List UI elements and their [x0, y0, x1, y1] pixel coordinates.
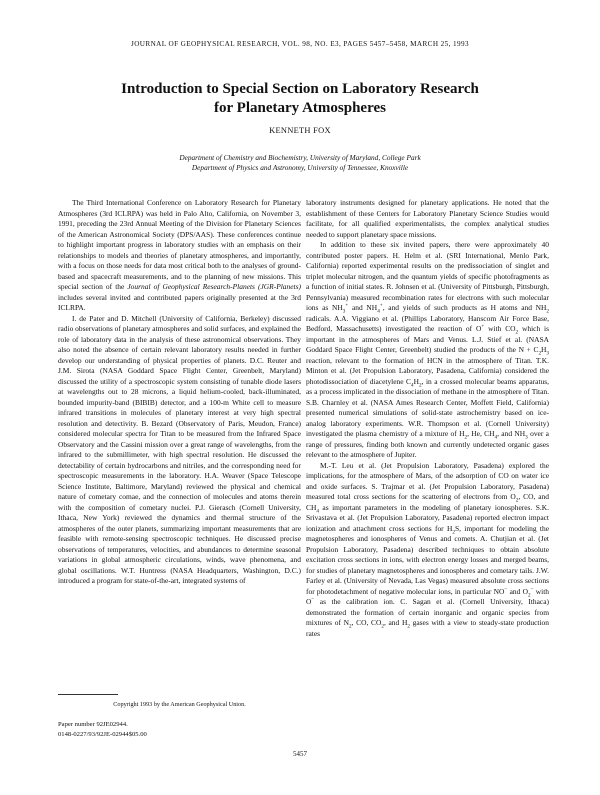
superscript: +: [481, 323, 485, 330]
paragraph-text: , He, CH: [467, 429, 495, 438]
subscript: 2: [381, 623, 384, 630]
paragraph-text: with CO: [484, 324, 516, 333]
subscript: 2: [452, 528, 455, 535]
copyright-notice: Copyright 1993 by the American Geophysical Union.: [113, 701, 246, 708]
paragraph-text: , CO, and CH: [306, 492, 549, 512]
page-number: 5457: [293, 750, 307, 758]
paragraph-text: M.-T. Leu et al. (Jet Propulsion Laboratory, Pasadena) explored the implications, for the atmosphere of Mars, of the adsorption of CO on water ice and oxide surfaces. S. Trajmar et al. (Jet Propulsion Laboratory, Pasadena) measured total cross sections for the scattering of electrons from O: [306, 460, 549, 501]
paragraph-text: as important parameters in the modeling of planetary ionospheres. S.K. Srivastava et al. (Jet Propulsion Laboratory, Pasadena) reported electron impact ionization and attachment cross sections for H: [306, 502, 549, 533]
paragraph-text: S, important for modeling the magnetospheres and ionospheres of Venus and comets. A. Chutjian et al. (Jet Propulsion Laboratory, Pasadena) described techniques to obtain absolute excitation cross sections in ions, with electron energy losses and merged beams, for studies of planetary magnetospheres and ionospheres and cometary tails. J.W. Farley et al. (University of Nevada, Las Vegas) measured absolute cross sections for photodetachment of negative molecular ions, in particular NO: [306, 523, 549, 596]
paragraph: [306, 240, 549, 461]
subscript: 2: [538, 350, 542, 357]
subscript: 4: [411, 381, 414, 388]
paragraph-text: reaction, relevant to the formation of HCN in the atmosphere of Titan. T.K. Minton et al. (Jet Propulsion Laboratory, Pasadena, California) considered the photodissociation of diacetylene C: [306, 355, 549, 386]
paragraph-text: radicals. A.A. Viggiano et al. (Phillips Laboratory, Hanscom Air Force Base, Bedford, Massachusetts) investigated the reaction of O: [306, 313, 549, 333]
paragraph: laboratory instruments designed for planetary applications. He noted that the establishment of these Centers for Laboratory Planetary Science Studies would facilitate, for all qualified experimentalists, the complex analytical studies needed to support planetary space missions.: [306, 198, 549, 239]
paragraph-text: In addition to these six invited papers, there were approximately 40 contributed poster papers. H. Helm et al. (SRI International, Menlo Park, California) reported experimental results on the predissociation of singlet and triplet molecular nitrogen, and the quantum yields of specific photofragments as a function of initial states. R. Johnsen et al. (University of Pittsburgh, Pittsburgh, Pennsylvania) measured recombination rates for electrons with such molecular ions as NH: [306, 240, 549, 312]
subscript: 2: [515, 497, 519, 504]
paragraph-text: , in a crossed molecular beams apparatus, as a process implicated in the dissociation of methane in the atmosphere of Titan. S.B. Charnley et al. (NASA Ames Research Center, Moffett Field, California) presented numerical simulations of solid-state astrochemistry based on ice-analog laboratory experiments. W.R. Thompson et al. (Cornell University) investigated the plasma chemistry of a mixture of H: [306, 376, 549, 438]
paragraph-text: , and H: [383, 618, 408, 627]
running-head: JOURNAL OF GEOPHYSICAL RESEARCH, VOL. 98, NO. E3, PAGES 5457–5458, MARCH 25, 1993: [131, 40, 469, 48]
author-name: KENNETH FOX: [269, 126, 331, 135]
paragraph: [58, 198, 301, 314]
superscript: +: [379, 302, 383, 309]
left-column: [58, 198, 301, 587]
paragraph-text: and O: [507, 586, 528, 596]
paragraph: I. de Pater and D. Mitchell (University of California, Berkeley) discussed radio observations of planetary atmospheres and solid surfaces, and explained the role of laboratory data in the analysis of these astronomical observations. They also noted the absence of certain relevant laboratory results needed in further develop our understanding of physical properties of planets. D.C. Reuter and J.M. Sirota (NASA Goddard Space Flight Center, Greenbelt, Maryland) discussed the utility of a spectroscopic system consisting of tunable diode lasers at wavelengths out to 28 microns, a liquid helium-cooled, back-illuminated, bounded impurity-band (BIBIB) detector, and a 100-m White cell to measure infrared transitions in molecules of planetary interest at very high spectral resolution and detectivity. B. Bezard (Observatory of Paris, Meudon, France) considered molecular spectra for Titan to be measured from the Infrared Space Observatory and the Cassini mission over a great range of wavelengths, from the infrared to the submillimeter, with high spectral resolution. He discussed the detectability of certain hydrocarbons and nitriles, and the corresponding need for spectroscopic measurements in the laboratory. H.A. Weaver (Space Telescope Science Institute, Baltimore, Maryland) reviewed the physical and chemical nature of cometary comae, and the connection of molecules and atoms therein with the composition of cometary nuclei. P.J. Gierasch (Cornell University, Ithaca, New York) reviewed the dynamics and thermal structure of the atmospheres of the outer planets, summarizing important measurements that are feasible with remote-sensing spectroscopic techniques. He discussed precise observations of temperatures, velocities, and abundances to determine seasonal variations in global atmospheric circulations, winds, wave phenomena, and global oscillations. W.T. Huntress (NASA Headquarters, Washington, D.C.) introduced a program for state-of-the-art, integrated systems of: [58, 313, 301, 585]
subscript: 2: [348, 623, 352, 630]
superscript: +: [345, 302, 349, 309]
superscript: −: [530, 586, 534, 593]
subscript: 2: [546, 308, 549, 315]
subscript: 2: [407, 623, 410, 630]
paragraph-text: , CO, CO: [351, 618, 382, 627]
right-column: [306, 198, 549, 639]
superscript: −: [311, 596, 315, 603]
subscript: 3: [525, 434, 528, 441]
paragraph-text: The Third International Conference on Laboratory Research for Planetary Atmospheres (3rd ICLRPA) was held in Palo Alto, California, on November 3, 1991, preceding the 23rd Annual Meeting of the Division for Planetary Sciences of the American Astronomical Society (DPS/AAS). These conferences continue to highlight important progress in laboratory studies with an emphasis on their relationships to models and theories of planetary atmospheres, and importantly, with a focus on those needs for data most critical both to the analyses of ground-based and spacecraft measurements, and to the planning of new missions. This special section of the: [58, 198, 301, 291]
subscript: 3: [342, 308, 346, 315]
paragraph-text: , and yields of such products as H atoms and NH: [382, 303, 547, 312]
paragraph-text: which is important in the atmospheres of Mars and Venus. L.J. Stief et al. (NASA Goddard Space Flight Center, Greenbelt) studied the products of the N + C: [306, 324, 549, 354]
subscript: 2: [419, 381, 422, 388]
paragraph-text: H: [541, 345, 547, 354]
paragraph: [306, 461, 549, 640]
paragraph-text: includes several invited and contributed papers originally presented at the 3rd ICLRPA.: [58, 292, 301, 312]
paragraph-text: and NH: [348, 303, 378, 312]
title-line-2: for Planetary Atmospheres: [214, 100, 386, 116]
footnote-divider: [58, 694, 118, 695]
paragraph-text: over a range of pressures, finding both known and currently undetected organic gases relevant to the atmosphere of Jupiter.: [306, 429, 549, 459]
paragraph-text: H: [413, 376, 419, 386]
affiliation-2: Department of Physics and Astronomy, University of Tennessee, Knoxville: [191, 163, 409, 172]
subscript: 3: [546, 350, 549, 357]
paragraph-text: , and NH: [497, 429, 526, 438]
paragraph-text: gases with a view to steady-state production rates: [306, 618, 549, 638]
subscript: 4: [377, 308, 380, 315]
superscript: −: [504, 586, 508, 593]
issn-code: 0148-0227/93/92JE-02944$05.00: [58, 731, 147, 738]
journal-name: Journal of Geophysical Research-Planets (JGR-Planets): [127, 282, 301, 291]
subscript: 4: [494, 434, 498, 441]
subscript: 2: [527, 591, 531, 598]
paragraph-text: with O: [306, 586, 549, 606]
subscript: 2: [464, 434, 468, 441]
subscript: 2: [515, 329, 519, 336]
title-line-1: Introduction to Special Section on Laboratory Research: [121, 81, 479, 97]
paper-number: Paper number 92JE02944.: [58, 721, 128, 728]
subscript: 4: [316, 507, 319, 514]
paragraph-text: as the calibration ion. C. Sagan et al. (Cornell University, Ithaca) demonstrated the formation of certain inorganic and organic species from mixtures of N: [306, 597, 549, 627]
article-title: [40, 80, 560, 118]
affiliation-1: Department of Chemistry and Biochemistry, University of Maryland, College Park: [179, 153, 421, 162]
